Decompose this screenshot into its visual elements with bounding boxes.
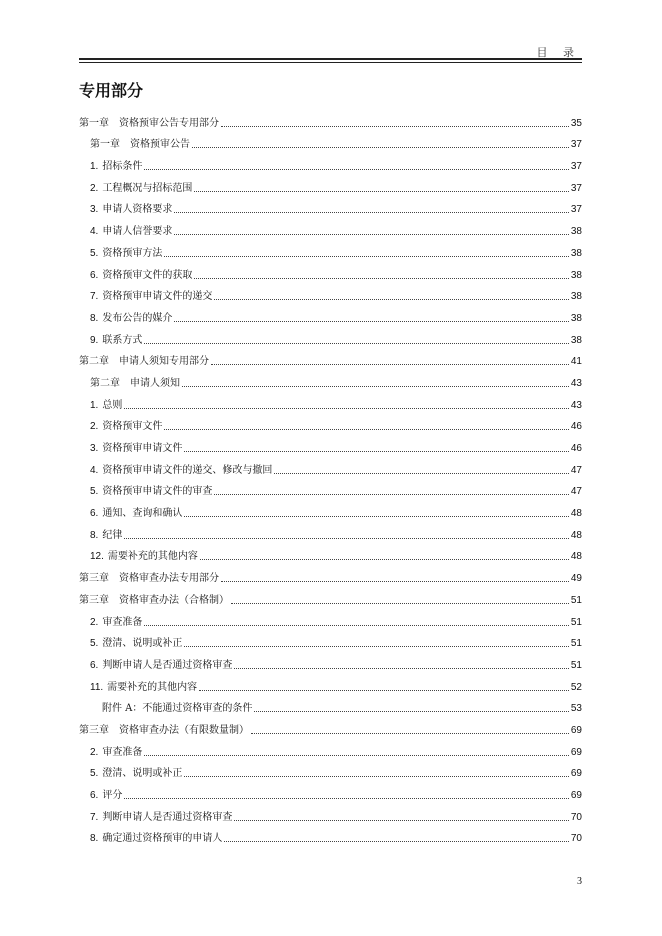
toc-entry-number: 5. bbox=[90, 638, 99, 650]
toc-entry-title: 需要补充的其他内容 bbox=[107, 551, 198, 563]
toc-entry[interactable] bbox=[79, 759, 582, 781]
toc-entry-title: 澄清、说明或补正 bbox=[102, 768, 183, 780]
toc-entry-page: 37 bbox=[570, 182, 582, 194]
toc-entry-page: 37 bbox=[570, 139, 582, 151]
toc-entry-page: 69 bbox=[570, 790, 582, 801]
toc-entry-number: 4. bbox=[90, 464, 99, 476]
toc-entry-title: 申请人资格要求 bbox=[102, 204, 173, 216]
toc-entry-number: 12. bbox=[90, 551, 104, 563]
toc-entry[interactable] bbox=[79, 542, 582, 564]
toc-leader-dots bbox=[182, 386, 569, 387]
toc-entry[interactable] bbox=[79, 498, 582, 520]
toc-entry-page: 43 bbox=[570, 399, 582, 411]
toc-entry-page: 51 bbox=[570, 594, 582, 606]
toc-entry-title: 评分 bbox=[102, 790, 123, 801]
toc-entry-page: 48 bbox=[570, 508, 582, 520]
toc-entry-page: 46 bbox=[570, 443, 582, 454]
toc-entry[interactable] bbox=[79, 303, 582, 325]
toc-leader-dots bbox=[251, 733, 569, 734]
toc-entry-title: 审查准备 bbox=[102, 616, 143, 628]
toc-leader-dots bbox=[224, 841, 569, 842]
toc-entry-number: 1. bbox=[90, 399, 99, 411]
toc-entry-number: 5. bbox=[90, 768, 99, 780]
toc-entry[interactable] bbox=[79, 151, 582, 173]
toc-entry-number: 8. bbox=[90, 529, 99, 541]
toc-leader-dots bbox=[144, 343, 569, 344]
toc-entry-number: 8. bbox=[90, 312, 99, 324]
toc-entry[interactable] bbox=[79, 629, 582, 651]
toc-entry-page: 38 bbox=[570, 269, 582, 281]
toc-leader-dots bbox=[234, 668, 569, 669]
toc-entry-page: 52 bbox=[570, 681, 582, 693]
toc-entry-page: 41 bbox=[570, 356, 582, 368]
toc-leader-dots bbox=[194, 191, 569, 192]
toc-entry-number: 9. bbox=[90, 334, 99, 346]
toc-entry-page: 46 bbox=[570, 421, 582, 433]
toc-entry[interactable] bbox=[79, 390, 582, 412]
toc-entry-number: 2. bbox=[90, 421, 99, 433]
toc-entry-title: 需要补充的其他内容 bbox=[107, 681, 198, 693]
toc-entry[interactable] bbox=[79, 824, 582, 846]
toc-entry-page: 35 bbox=[570, 117, 582, 129]
toc-entry-number: 3. bbox=[90, 204, 99, 216]
toc-entry[interactable] bbox=[79, 216, 582, 238]
toc-entry[interactable] bbox=[79, 130, 582, 152]
toc-entry-title: 发布公告的媒介 bbox=[102, 312, 173, 324]
toc-entry[interactable] bbox=[79, 455, 582, 477]
toc-entry-number: 2. bbox=[90, 616, 99, 628]
toc-entry-number: 4. bbox=[90, 226, 99, 238]
toc-entry-page: 38 bbox=[570, 226, 582, 238]
toc-leader-dots bbox=[144, 169, 569, 170]
toc-entry-title: 纪律 bbox=[102, 529, 123, 541]
toc-entry-title: 第二章 申请人须知专用部分 bbox=[79, 356, 209, 368]
toc-entry[interactable] bbox=[79, 108, 582, 130]
toc-leader-dots bbox=[144, 625, 569, 626]
toc-entry-page: 37 bbox=[570, 161, 582, 173]
section-title: 专用部分 bbox=[79, 81, 144, 100]
toc-leader-dots bbox=[274, 473, 569, 474]
toc-leader-dots bbox=[164, 256, 569, 257]
toc-entry[interactable] bbox=[79, 412, 582, 434]
toc-entry[interactable] bbox=[79, 694, 582, 716]
toc-entry[interactable] bbox=[79, 282, 582, 304]
toc-entry[interactable] bbox=[79, 347, 582, 369]
toc-entry-page: 37 bbox=[570, 204, 582, 216]
toc-entry-page: 48 bbox=[570, 529, 582, 541]
toc-entry-title: 工程概况与招标范围 bbox=[102, 182, 193, 194]
page-number: 3 bbox=[577, 876, 582, 887]
toc-leader-dots bbox=[192, 147, 569, 148]
running-header: 目 录 bbox=[536, 46, 580, 59]
toc-entry-number: 6. bbox=[90, 269, 99, 281]
toc-entry-page: 70 bbox=[570, 811, 582, 823]
toc-entry-title: 判断申请人是否通过资格审查 bbox=[102, 659, 233, 671]
toc-entry-title: 第三章 资格审查办法（合格制） bbox=[79, 594, 229, 606]
toc-leader-dots bbox=[184, 451, 569, 452]
toc-leader-dots bbox=[174, 321, 569, 322]
toc-leader-dots bbox=[124, 538, 569, 539]
toc-entry-title: 审查准备 bbox=[102, 746, 143, 758]
toc-entry-title: 确定通过资格预审的申请人 bbox=[102, 833, 223, 845]
toc-entry[interactable] bbox=[79, 650, 582, 672]
toc-entry-page: 69 bbox=[570, 746, 582, 758]
toc-entry[interactable] bbox=[79, 802, 582, 824]
toc-entry[interactable] bbox=[79, 607, 582, 629]
toc-leader-dots bbox=[214, 494, 569, 495]
toc-entry-page: 38 bbox=[570, 312, 582, 324]
toc-entry[interactable] bbox=[79, 737, 582, 759]
toc-entry-title: 判断申请人是否通过资格审查 bbox=[102, 811, 233, 823]
toc-entry[interactable] bbox=[79, 672, 582, 694]
toc-entry-page: 38 bbox=[570, 334, 582, 346]
toc-entry-number: 5. bbox=[90, 486, 99, 498]
toc-leader-dots bbox=[214, 299, 569, 300]
toc-entry[interactable] bbox=[79, 520, 582, 542]
toc-entry-page: 51 bbox=[570, 659, 582, 671]
header-rule-thick bbox=[79, 58, 582, 60]
toc-leader-dots bbox=[184, 646, 569, 647]
toc-entry-title: 第三章 资格审查办法专用部分 bbox=[79, 573, 219, 585]
toc-leader-dots bbox=[174, 234, 569, 235]
toc-entry-title: 申请人信誉要求 bbox=[102, 226, 173, 238]
toc-entry[interactable] bbox=[79, 477, 582, 499]
toc-entry-title: 第一章 资格预审公告专用部分 bbox=[79, 117, 219, 129]
toc-leader-dots bbox=[194, 278, 569, 279]
toc-entry-page: 69 bbox=[570, 768, 582, 780]
toc-entry-title: 通知、查询和确认 bbox=[102, 508, 183, 520]
toc-entry[interactable] bbox=[79, 585, 582, 607]
toc-entry-number: 2. bbox=[90, 182, 99, 194]
toc-entry-title: 资格预审文件的获取 bbox=[102, 269, 193, 281]
toc-entry[interactable] bbox=[79, 260, 582, 282]
toc-entry-title: 资格预审方法 bbox=[102, 247, 163, 259]
toc-leader-dots bbox=[164, 429, 569, 430]
toc-entry-title: 联系方式 bbox=[102, 334, 143, 346]
toc-entry[interactable] bbox=[79, 195, 582, 217]
toc-entry-title: 总则 bbox=[102, 399, 123, 411]
toc-leader-dots bbox=[200, 559, 569, 560]
toc-entry[interactable] bbox=[79, 780, 582, 802]
toc-entry-number: 6. bbox=[90, 508, 99, 520]
toc-entry[interactable] bbox=[79, 433, 582, 455]
toc-leader-dots bbox=[144, 755, 569, 756]
toc-entry-page: 53 bbox=[570, 703, 582, 715]
toc-leader-dots bbox=[184, 776, 569, 777]
toc-entry-title: 第二章 申请人须知 bbox=[90, 377, 180, 389]
toc-leader-dots bbox=[231, 603, 569, 604]
toc-entry-page: 51 bbox=[570, 638, 582, 650]
toc-entry-page: 47 bbox=[570, 486, 582, 498]
toc-leader-dots bbox=[234, 820, 569, 821]
toc-entry[interactable] bbox=[79, 368, 582, 390]
toc-entry-number: 1. bbox=[90, 161, 99, 173]
toc-entry-page: 49 bbox=[570, 573, 582, 585]
toc-entry-number: 11. bbox=[90, 681, 104, 693]
toc-leader-dots bbox=[221, 581, 569, 582]
toc-leader-dots bbox=[199, 690, 569, 691]
table-of-contents bbox=[79, 108, 582, 845]
toc-entry-number: 8. bbox=[90, 833, 99, 845]
toc-leader-dots bbox=[124, 408, 569, 409]
toc-entry-page: 69 bbox=[570, 724, 582, 736]
toc-leader-dots bbox=[124, 798, 569, 799]
toc-entry-page: 38 bbox=[570, 247, 582, 259]
toc-leader-dots bbox=[174, 212, 569, 213]
toc-entry-title: 资格预审申请文件的递交、修改与撤回 bbox=[102, 464, 273, 476]
toc-entry-page: 70 bbox=[570, 833, 582, 845]
toc-entry[interactable] bbox=[79, 238, 582, 260]
toc-entry[interactable] bbox=[79, 715, 582, 737]
toc-entry-page: 47 bbox=[570, 464, 582, 476]
toc-entry-title: 资格预审申请文件 bbox=[102, 443, 183, 454]
toc-entry-number: 3. bbox=[90, 443, 99, 454]
toc-entry[interactable] bbox=[79, 563, 582, 585]
toc-entry-number: 7. bbox=[90, 291, 99, 303]
toc-entry-page: 48 bbox=[570, 551, 582, 563]
toc-entry-page: 38 bbox=[570, 291, 582, 303]
toc-entry-title: 澄清、说明或补正 bbox=[102, 638, 183, 650]
toc-leader-dots bbox=[254, 711, 568, 712]
toc-entry-title: 第一章 资格预审公告 bbox=[90, 139, 190, 151]
toc-entry-number: 7. bbox=[90, 811, 99, 823]
toc-entry-number: 6. bbox=[90, 790, 99, 801]
toc-leader-dots bbox=[221, 126, 569, 127]
toc-entry[interactable] bbox=[79, 173, 582, 195]
toc-leader-dots bbox=[184, 516, 569, 517]
toc-entry[interactable] bbox=[79, 325, 582, 347]
toc-entry-title: 附件 A：不能通过资格审查的条件 bbox=[102, 703, 253, 715]
toc-leader-dots bbox=[211, 364, 569, 365]
toc-entry-page: 51 bbox=[570, 616, 582, 628]
toc-entry-number: 2. bbox=[90, 746, 99, 758]
toc-entry-title: 资格预审申请文件的审查 bbox=[102, 486, 213, 498]
toc-entry-title: 资格预审申请文件的递交 bbox=[102, 291, 213, 303]
toc-entry-title: 第三章 资格审查办法（有限数量制） bbox=[79, 724, 249, 736]
header-rule-thin bbox=[79, 62, 582, 63]
toc-entry-number: 6. bbox=[90, 659, 99, 671]
toc-entry-number: 5. bbox=[90, 247, 99, 259]
toc-entry-page: 43 bbox=[570, 377, 582, 389]
toc-entry-title: 资格预审文件 bbox=[102, 421, 163, 433]
toc-entry-title: 招标条件 bbox=[102, 161, 143, 173]
